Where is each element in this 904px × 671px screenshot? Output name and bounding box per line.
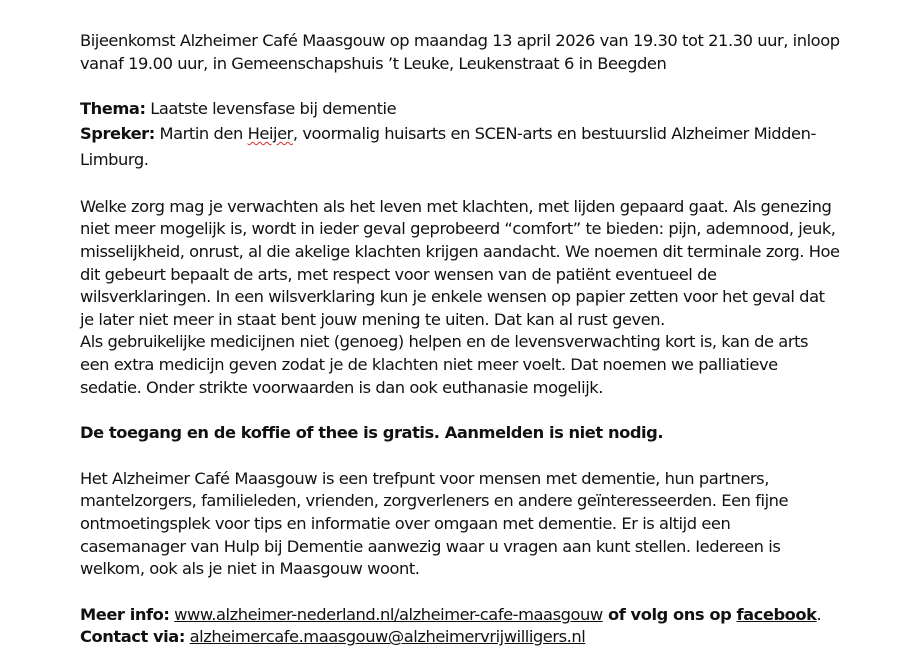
more-info-end: . bbox=[816, 604, 822, 624]
facebook-link[interactable]: facebook bbox=[736, 604, 817, 624]
contact-line bbox=[80, 626, 840, 649]
speaker-text-post: , voormalig huisarts en SCEN-arts en bestuurslid Alzheimer Midden-Limburg. bbox=[80, 123, 816, 169]
email-link[interactable]: alzheimercafe.maasgouw@alzheimervrijwilligers.nl bbox=[189, 627, 586, 647]
more-info-line bbox=[80, 604, 840, 627]
theme-label: Thema: bbox=[80, 99, 146, 119]
more-info-label: Meer info: bbox=[80, 604, 170, 624]
access-notice bbox=[80, 422, 840, 445]
spacer bbox=[80, 445, 840, 468]
body-paragraph-2: Als gebruikelijke medicijnen niet (genoeg) helpen en de levensverwachting kort is, kan de arts een extra medicijn geven zodat je de klachten niet meer voelt. Dat noemen we palliatieve sedatie. Onder strikte voorwaarden is dan ook euthanasie mogelijk. bbox=[80, 332, 809, 397]
intro-paragraph: Bijeenkomst Alzheimer Café Maasgouw op maandag 13 april 2026 van 19.30 tot 21.30 uur, inloop vanaf 19.00 uur, in Gemeenschapshuis ’t Leuke, Leukenstraat 6 in Beegden bbox=[80, 31, 840, 73]
speaker-label: Spreker: bbox=[80, 123, 155, 143]
spacer bbox=[80, 75, 840, 98]
speaker-text-pre: Martin den bbox=[154, 123, 248, 143]
spellcheck-flagged-word[interactable]: Heijer bbox=[247, 123, 293, 143]
document-body bbox=[80, 30, 840, 649]
spacer bbox=[80, 173, 840, 196]
access-notice-text: De toegang en de koffie of thee is gratis. Aanmelden is niet nodig. bbox=[80, 423, 664, 443]
body-paragraph-1: Welke zorg mag je verwachten als het leven met klachten, met lijden gepaard gaat. Als genezing niet meer mogelijk is, wordt in ieder geval geprobeerd “comfort” te bieden: pijn, ademnood, jeuk, misselijkheid, onrust, al die akelige klachten krijgen aandacht. We noemen dit terminale zorg. Hoe dit gebeurt bepaalt de arts, met respect voor wensen van de patiënt eventueel de wilsverklaringen. In een wilsverklaring kun je enkele wensen op papier zetten voor het geval dat je later niet meer in staat bent jouw mening te uiten. Dat kan al rust geven. bbox=[80, 196, 840, 329]
website-link[interactable]: www.alzheimer-nederland.nl/alzheimer-cafe-maasgouw bbox=[174, 604, 603, 624]
more-info-middle: of volg ons op bbox=[602, 604, 737, 624]
contact-label: Contact via: bbox=[80, 627, 185, 647]
about-paragraph: Het Alzheimer Café Maasgouw is een trefpunt voor mensen met dementie, hun partners, mantelzorgers, familieleden, vrienden, zorgverleners en andere geïnteresseerden. Een fijne ontmoetingsplek voor tips en informatie over omgaan met dementie. Er is altijd een casemanager van Hulp bij Dementie aanwezig waar u vragen aan kunt stellen. Iedereen is welkom, ook als je niet in Maasgouw woont. bbox=[80, 468, 789, 579]
speaker-line bbox=[80, 121, 840, 173]
spacer bbox=[80, 399, 840, 422]
spacer bbox=[80, 581, 840, 604]
theme-text: Laatste levensfase bij dementie bbox=[145, 99, 397, 119]
theme-line bbox=[80, 98, 840, 121]
